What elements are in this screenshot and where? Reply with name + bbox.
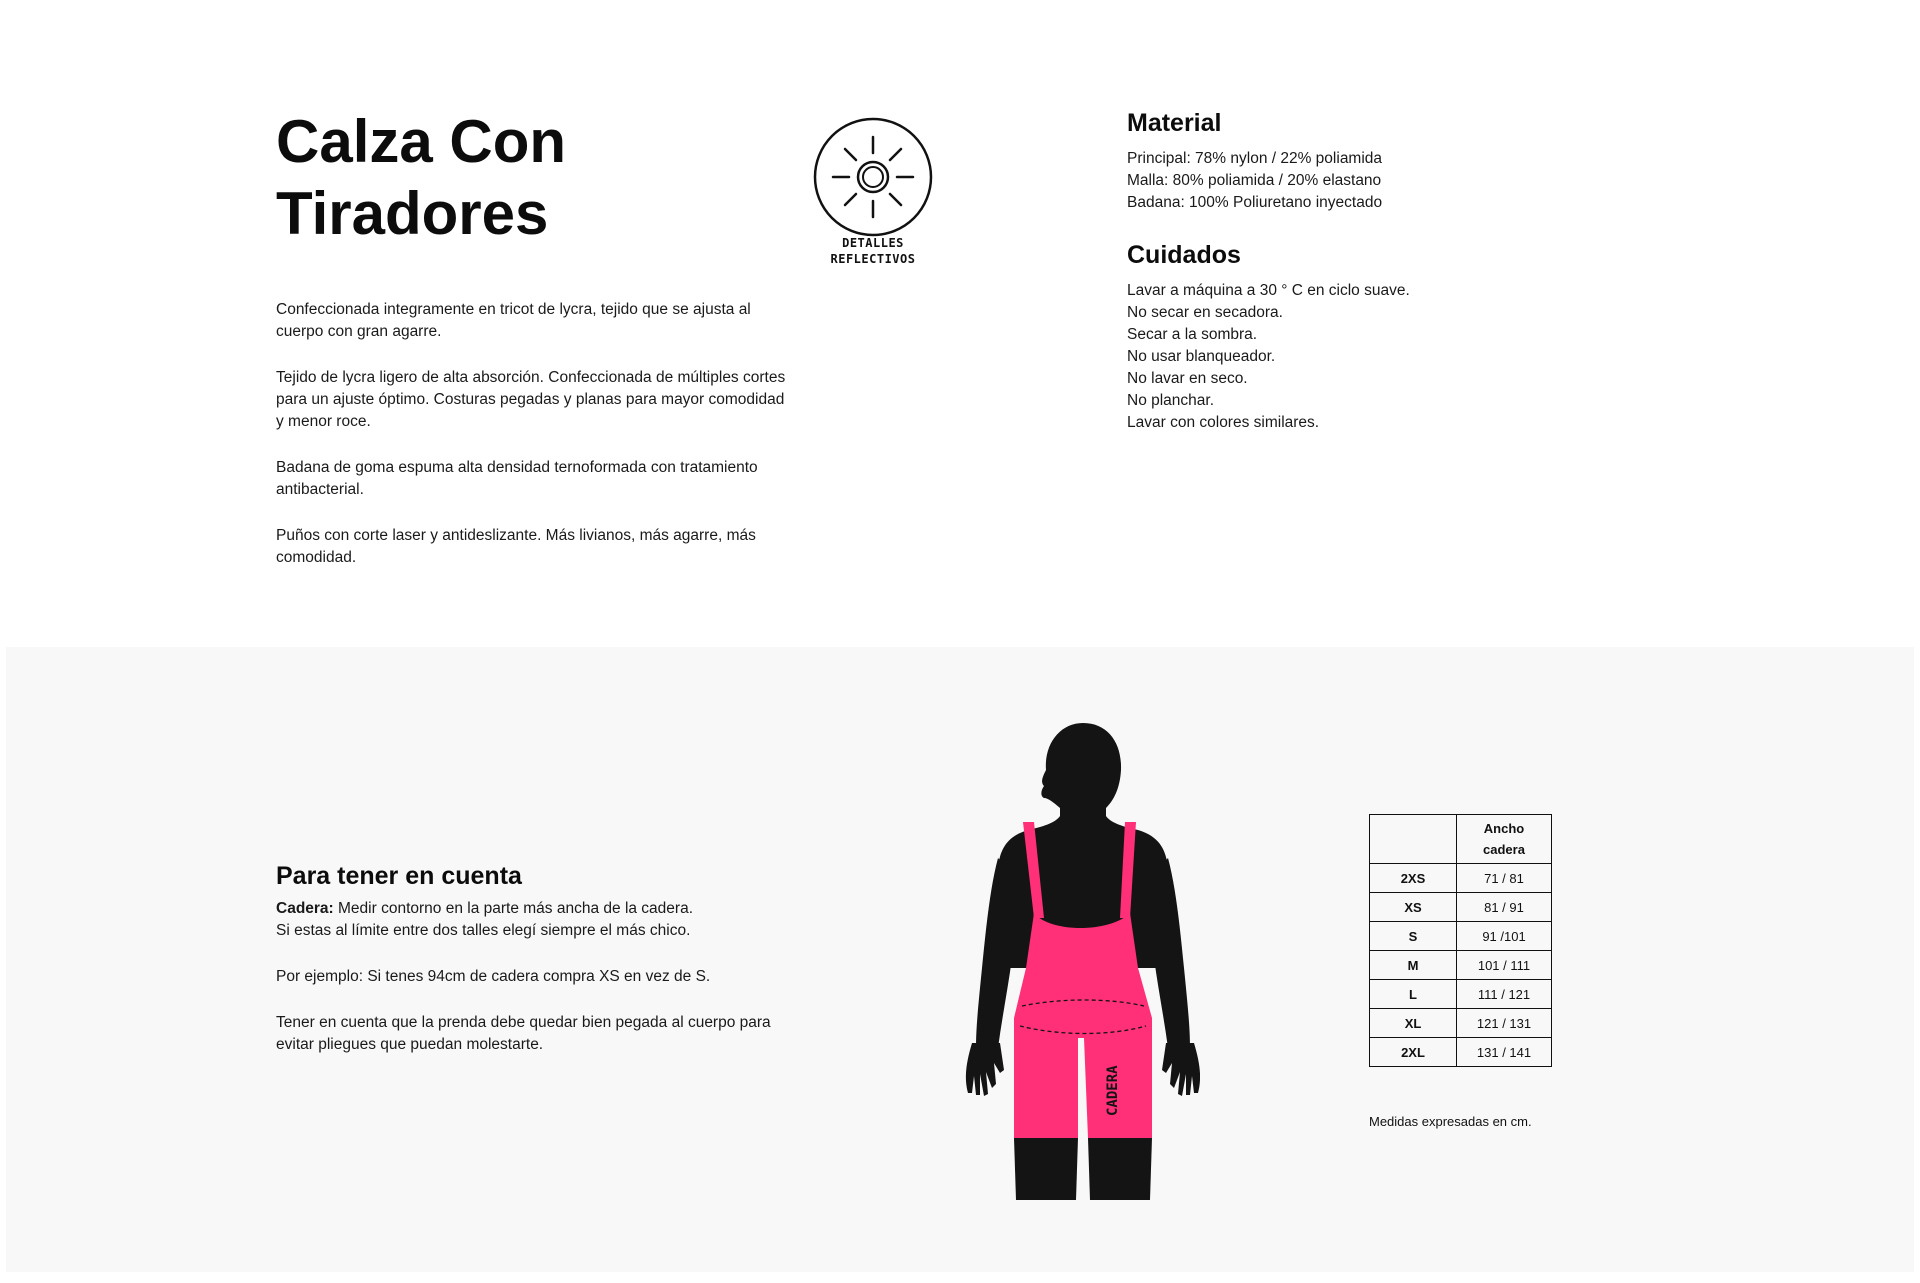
care-line: No planchar. (1127, 392, 1215, 409)
care-line: No lavar en seco. (1127, 370, 1248, 387)
fit-note-example: Por ejemplo: Si tenes 94cm de cadera compra XS en vez de S. (276, 968, 711, 985)
header-line-1: Ancho (1483, 821, 1525, 836)
material-line: Badana: 100% Poliuretano inyectado (1127, 194, 1383, 211)
product-title (276, 106, 796, 250)
table-row (1370, 864, 1552, 893)
hip-width-cell: 71 / 81 (1457, 864, 1552, 893)
product-description (276, 299, 796, 593)
size-cell: S (1370, 922, 1457, 951)
badge-line-1: DETALLES (842, 236, 904, 250)
material-line: Principal: 78% nylon / 22% poliamida (1127, 150, 1383, 167)
header-line-2: cadera (1483, 842, 1525, 857)
units-footnote: Medidas expresadas en cm. (1369, 1114, 1532, 1129)
size-cell: 2XL (1370, 1038, 1457, 1067)
reflective-details-badge (811, 115, 931, 275)
description-paragraph: Badana de goma espuma alta densidad ternoformada con tratamiento antibacterial. (276, 459, 758, 498)
description-paragraph: Puños con corte laser y antideslizante. Más livianos, más agarre, más comodidad. (276, 527, 756, 566)
size-table-corner (1370, 815, 1457, 864)
table-row (1370, 922, 1552, 951)
material-block (1127, 108, 1547, 214)
table-row (1370, 893, 1552, 922)
hip-width-cell: 81 / 91 (1457, 893, 1552, 922)
size-cell: L (1370, 980, 1457, 1009)
care-line: Lavar a máquina a 30 ° C en ciclo suave. (1127, 282, 1410, 299)
sun-reflective-icon (811, 115, 935, 239)
material-line: Malla: 80% poliamida / 20% elastano (1127, 172, 1382, 189)
care-line: Lavar con colores similares. (1127, 414, 1320, 431)
hip-width-cell: 121 / 131 (1457, 1009, 1552, 1038)
care-heading: Cuidados (1127, 241, 1241, 269)
title-line-2: Tiradores (276, 180, 549, 247)
fit-note-tip: Tener en cuenta que la prenda debe quedar bien pegada al cuerpo para evitar pliegues que puedan molestarte. (276, 1014, 771, 1053)
material-heading: Material (1127, 109, 1222, 137)
care-line: No secar en secadora. (1127, 304, 1283, 321)
size-cell: XL (1370, 1009, 1457, 1038)
fit-note-heading: Para tener en cuenta (276, 862, 522, 890)
specs-column (1127, 108, 1547, 460)
description-paragraph: Tejido de lycra ligero de alta absorción. Confeccionada de múltiples cortes para un ajuste óptimo. Costuras pegadas y planas para mayor comodidad y menor roce. (276, 369, 786, 430)
badge-label (811, 235, 935, 267)
size-cell: XS (1370, 893, 1457, 922)
fit-note-label: Cadera: (276, 900, 334, 917)
care-line: No usar blanqueador. (1127, 348, 1276, 365)
table-row (1370, 1038, 1552, 1067)
hip-width-cell: 91 /101 (1457, 922, 1552, 951)
fit-note-line-2: Si estas al límite entre dos talles elegí siempre el más chico. (276, 922, 691, 939)
fit-note-measure (276, 898, 796, 942)
description-paragraph: Confeccionada integramente en tricot de lycra, tejido que se ajusta al cuerpo con gran agarre. (276, 301, 751, 340)
badge-line-2: REFLECTIVOS (830, 252, 916, 266)
care-line: Secar a la sombra. (1127, 326, 1258, 343)
table-row (1370, 951, 1552, 980)
size-table-header (1457, 815, 1552, 864)
size-cell: M (1370, 951, 1457, 980)
fit-note (276, 860, 796, 1080)
table-row (1370, 1009, 1552, 1038)
title-line-1: Calza Con (276, 108, 567, 175)
care-block (1127, 240, 1547, 434)
body-measurement-figure (960, 718, 1200, 1208)
size-table (1369, 814, 1552, 1067)
hip-width-cell: 131 / 141 (1457, 1038, 1552, 1067)
hip-width-cell: 111 / 121 (1457, 980, 1552, 1009)
hip-width-cell: 101 / 111 (1457, 951, 1552, 980)
fit-note-line-1: Medir contorno en la parte más ancha de la cadera. (333, 900, 694, 917)
table-row (1370, 980, 1552, 1009)
size-cell: 2XS (1370, 864, 1457, 893)
hip-label: CADERA (1105, 1065, 1121, 1116)
